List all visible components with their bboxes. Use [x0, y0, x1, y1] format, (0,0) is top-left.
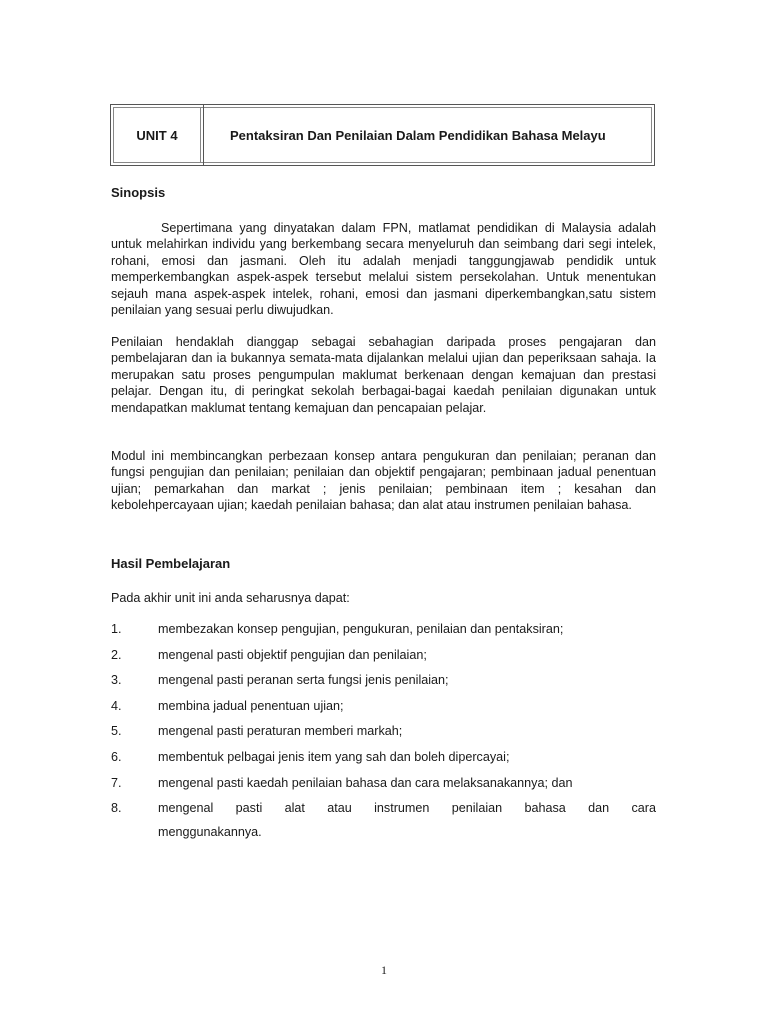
list-item	[111, 775, 656, 791]
list-item-number: 8.	[111, 801, 122, 816]
list-item	[111, 800, 656, 844]
list-item-number: 3.	[111, 673, 122, 688]
hasil-heading: Hasil Pembelajaran	[111, 556, 231, 571]
list-item-number: 7.	[111, 775, 122, 790]
list-item	[111, 621, 656, 637]
list-item-text: membina jadual penentuan ujian;	[158, 698, 344, 713]
list-item	[111, 749, 656, 765]
list-item-text: membentuk pelbagai jenis item yang sah dan boleh dipercayai;	[158, 749, 510, 764]
list-item	[111, 647, 656, 663]
list-item-text: mengenal pasti peranan serta fungsi jenis penilaian;	[158, 673, 449, 688]
hasil-intro: Pada akhir unit ini anda seharusnya dapat:	[111, 591, 350, 605]
list-item-text: mengenal pasti peraturan memberi markah;	[158, 724, 403, 739]
list-item	[111, 672, 656, 688]
sinopsis-heading: Sinopsis	[111, 185, 166, 200]
list-item-number: 5.	[111, 724, 122, 739]
list-item-text-line-2: menggunakannya.	[158, 825, 262, 840]
list-item-text: mengenal pasti objektif pengujian dan penilaian;	[158, 647, 427, 662]
unit-title: Pentaksiran Dan Penilaian Dalam Pendidikan Bahasa Melayu	[230, 127, 606, 143]
list-item	[111, 723, 656, 739]
sinopsis-paragraph-1: Sepertimana yang dinyatakan dalam FPN, matlamat pendidikan di Malaysia adalah untuk melahirkan individu yang berkembang secara menyeluruh dan seimbang dari segi intelek, rohani, emosi dan jasmani. Oleh itu adalah menjadi tanggungjawab pendidik untuk memperkembangkan aspek-aspek tersebut melalui sistem persekolahan. Untuk menentukan sejauh mana aspek-aspek intelek, rohani, emosi dan jasmani diperkembangkan,satu sistem penilaian yang sesuai perlu diwujudkan.	[111, 221, 656, 318]
list-item-text	[158, 796, 656, 844]
unit-label: UNIT 4	[111, 105, 204, 165]
sinopsis-paragraph-2: Penilaian hendaklah dianggap sebagai sebahagian daripada proses pengajaran dan pembelajaran dan ia bukannya semata-mata dijalankan melalui ujian dan peperiksaan sahaja. Ia merupakan satu proses pengumpulan maklumat berkenaan dengan kemajuan dan prestasi pelajar. Dengan itu, di peringkat sekolah berbagai-bagai kaedah penilaian digunakan untuk mendapatkan maklumat tentang kemajuan dan pencapaian pelajar.	[111, 335, 656, 415]
sinopsis-paragraph-3: Modul ini membincangkan perbezaan konsep antara pengukuran dan penilaian; peranan dan fungsi pengujian dan penilaian; penilaian dan objektif pengajaran; pembinaan jadual penentuan ujian; pemarkahan dan markat ; jenis penilaian; pembinaan item ; kesahan dan kebolehpercayaan ujian; kaedah penilaian bahasa; dan alat atau instrumen penilaian bahasa.	[111, 449, 656, 513]
unit-header-table	[110, 104, 655, 166]
list-item	[111, 698, 656, 714]
list-item-number: 6.	[111, 749, 122, 764]
list-item-text: membezakan konsep pengujian, pengukuran, penilaian dan pentaksiran;	[158, 622, 564, 636]
list-item-number: 4.	[111, 698, 122, 713]
list-item-number: 2.	[111, 647, 122, 662]
list-item-number: 1.	[111, 622, 122, 636]
page-number: 1	[381, 963, 387, 977]
learning-outcomes-list	[111, 621, 656, 854]
list-item-text: mengenal pasti kaedah penilaian bahasa dan cara melaksanakannya; dan	[158, 775, 573, 790]
list-item-text-line-1: mengenal pasti alat atau instrumen penilaian bahasa dan cara	[158, 801, 656, 816]
